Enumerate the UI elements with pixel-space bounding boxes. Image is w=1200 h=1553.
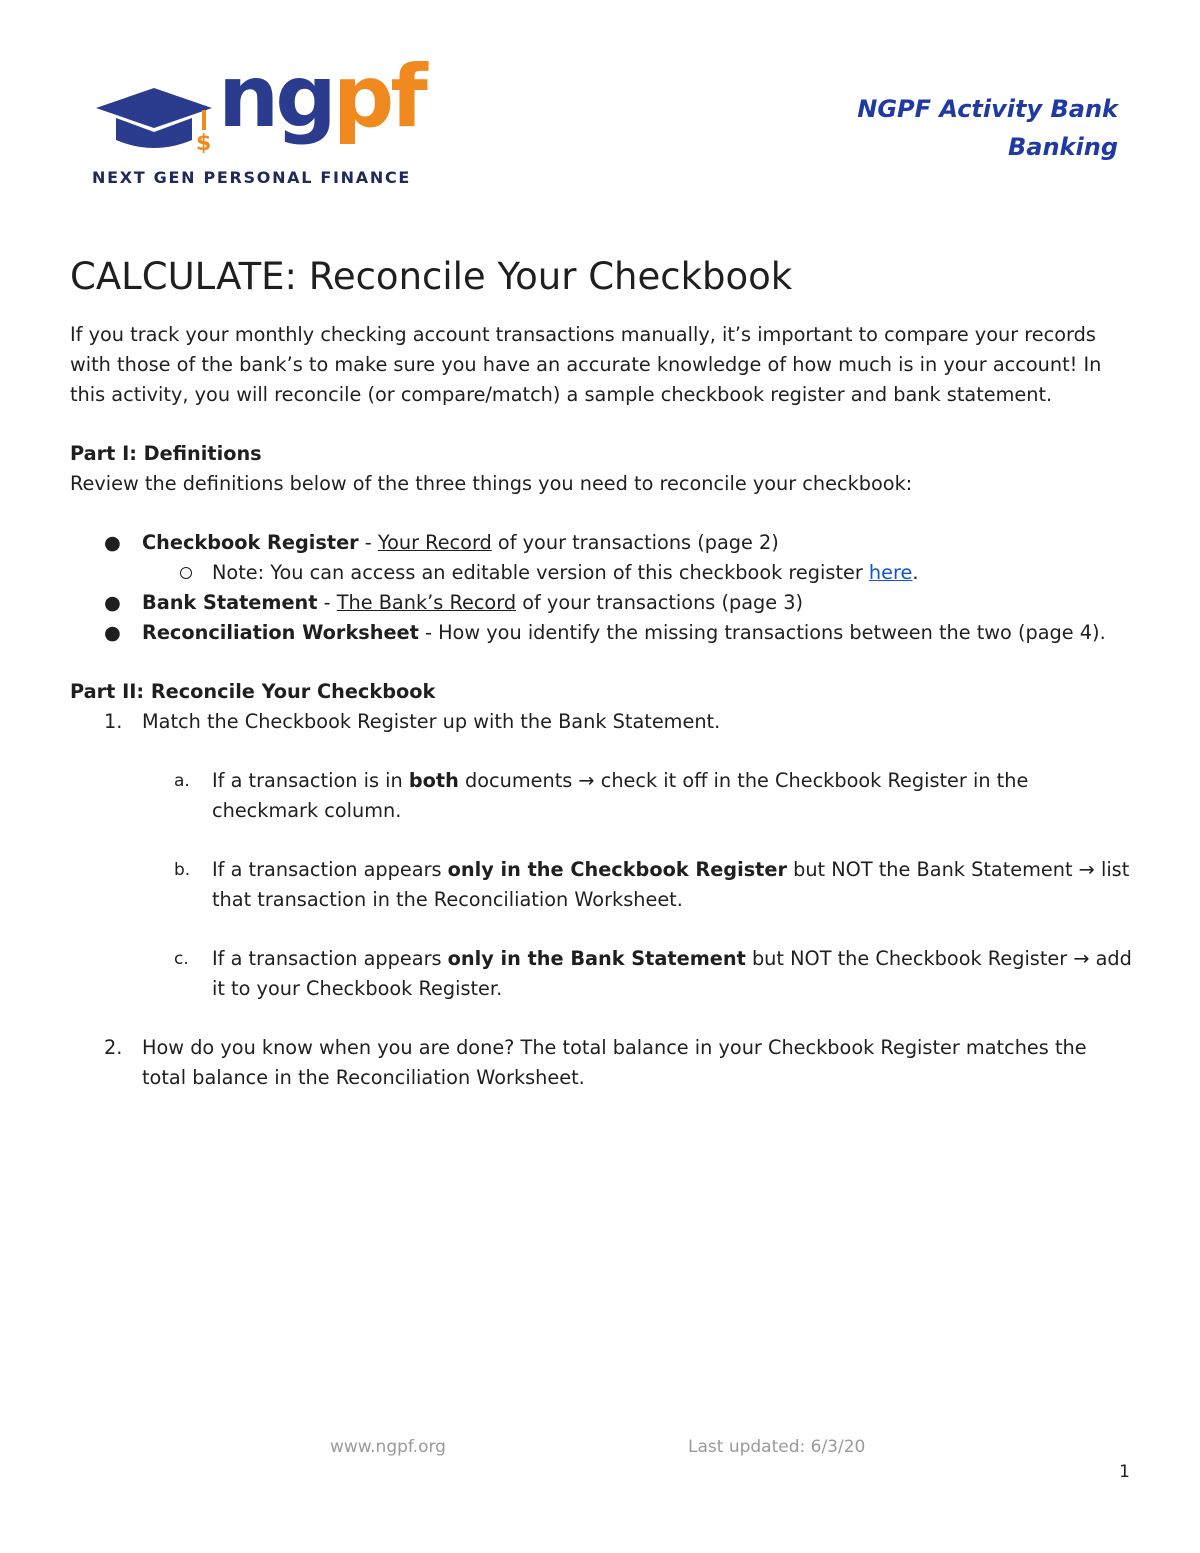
bullet-icon: ● (104, 591, 121, 614)
bullet-icon: ● (104, 621, 121, 644)
page-title: CALCULATE: Reconcile Your Checkbook (70, 255, 793, 298)
part1-lead: Review the definitions below of the three things you need to reconcile your checkbook: (70, 472, 913, 495)
footer-website: www.ngpf.org (330, 1437, 446, 1457)
header-line-2: Banking (1007, 133, 1118, 161)
substep-letter: b. (174, 860, 191, 880)
part1-heading: Part I: Definitions (70, 442, 262, 465)
activity-header (857, 90, 1118, 166)
editable-register-link[interactable]: here (868, 561, 913, 584)
definition-item: ● Checkbook Register - Your Record of your transactions (page 2) Note: You can access an editable version of this checkbook register here. (70, 528, 1135, 588)
definition-term: Reconciliation Worksheet (142, 621, 419, 644)
logo-word-ng: ng (218, 47, 333, 147)
bullet-icon: ● (104, 531, 121, 554)
note-item: Note: You can access an editable version of this checkbook register here. (70, 558, 1135, 588)
step-number: 2. (104, 1036, 123, 1059)
logo-word-pf: pf (332, 47, 424, 147)
definition-underlined: Your Record (377, 531, 492, 554)
substep-b: b. If a transaction appears only in the Checkbook Register but NOT the Bank Statement → list that transaction in the Reconciliation Worksheet. (70, 855, 1135, 915)
logo-wordmark (218, 47, 424, 147)
step-text: How do you know when you are done? The total balance in your Checkbook Register matches the total balance in the Reconciliation Worksheet. (142, 1036, 1087, 1089)
footer-last-updated: Last updated: 6/3/20 (688, 1437, 866, 1457)
definitions-list (70, 528, 1135, 648)
graduation-cap-dollar-icon (92, 82, 222, 162)
definition-term: Checkbook Register (142, 531, 359, 554)
definition-term: Bank Statement (142, 591, 318, 614)
page-number: 1 (1119, 1462, 1130, 1482)
substep-a: a. If a transaction is in both documents → check it off in the Checkbook Register in the checkmark column. (70, 766, 1135, 826)
step-1 (70, 707, 1135, 737)
substep-c: c. If a transaction appears only in the Bank Statement but NOT the Checkbook Register → add it to your Checkbook Register. (70, 944, 1135, 1004)
ngpf-logo (90, 47, 424, 190)
definition-item: ● Reconciliation Worksheet - How you identify the missing transactions between the two (page 4). (70, 618, 1135, 648)
part2-heading: Part II: Reconcile Your Checkbook (70, 680, 436, 703)
definition-item: ● Bank Statement - The Bank’s Record of your transactions (page 3) (70, 588, 1135, 618)
step-number: 1. (104, 710, 123, 733)
header-line-1: NGPF Activity Bank (857, 95, 1118, 123)
step-text: Match the Checkbook Register up with the Bank Statement. (142, 710, 721, 733)
step-2 (70, 1033, 1135, 1093)
note-text: Note: You can access an editable version of this checkbook register (212, 561, 869, 584)
document-body (70, 320, 1135, 1093)
intro-paragraph: If you track your monthly checking account transactions manually, it’s important to compare your records with those of the bank’s to make sure you have an accurate knowledge of how much is in your account! In this activity, you will reconcile (or compare/match) a sample checkbook register and bank statement. (70, 323, 1102, 406)
logo-tagline: NEXT GEN PERSONAL FINANCE (92, 168, 412, 187)
svg-text:$: $ (196, 131, 212, 156)
definition-underlined: The Bank’s Record (336, 591, 517, 614)
circle-bullet-icon (180, 567, 192, 579)
substep-letter: c. (174, 949, 189, 969)
substep-letter: a. (174, 771, 190, 791)
